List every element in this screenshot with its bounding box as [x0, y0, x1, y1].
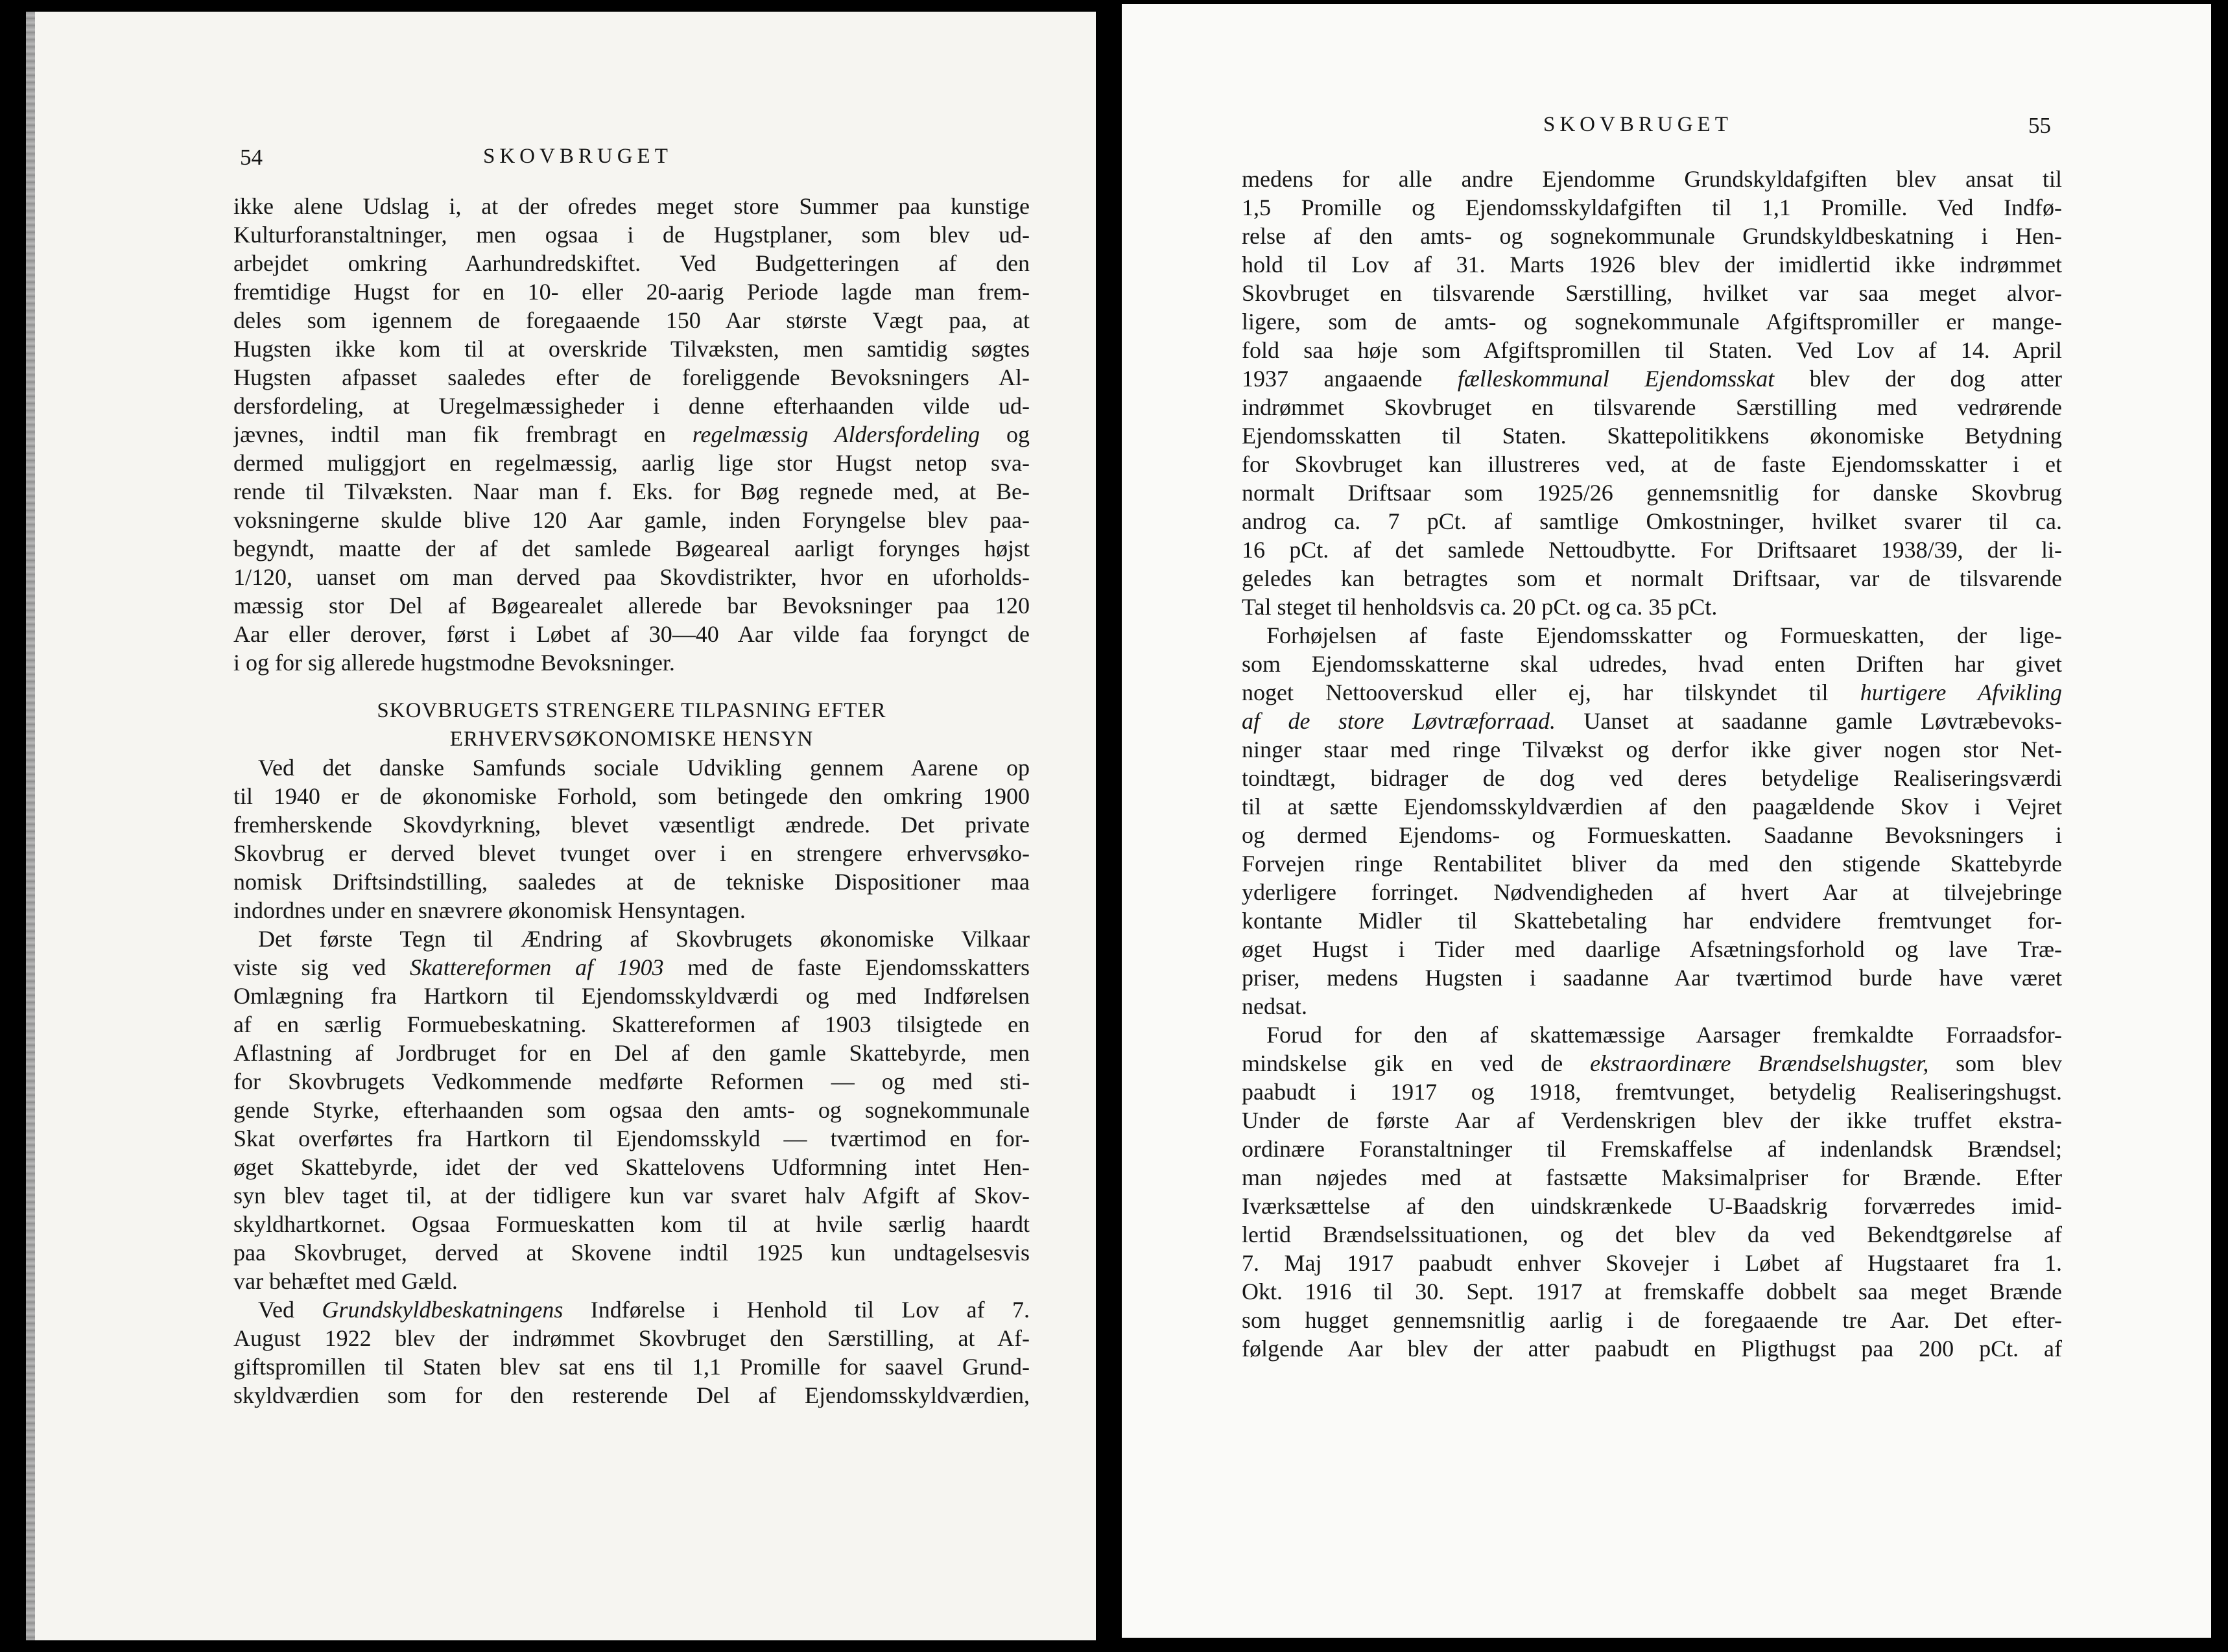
text-line: nomisk Driftsindstilling, saaledes at de tekniske Dispositioner maa	[233, 869, 1030, 895]
italic-term: Grundskyldbeskatningens	[322, 1297, 563, 1323]
left-page	[26, 12, 1096, 1640]
text-segment: som blev	[1928, 1050, 2062, 1076]
text-line: medens for alle andre Ejendomme Grundskyldafgiften blev ansat til	[1242, 166, 2062, 192]
text-line: øget Hugst i Tider med daarlige Afsætningsforhold og lave Træ-	[1242, 936, 2062, 962]
text-line: ninger staar med ringe Tilvækst og derfor ikke giver nogen stor Net-	[1242, 737, 2062, 762]
text-line	[1242, 707, 2062, 735]
text-line: paa Skovbruget, derved at Skovene indtil 1925 kun undtagelsesvis	[233, 1240, 1030, 1266]
text-line: skyldværdien som for den resterende Del af Ejendomsskyldværdien,	[233, 1382, 1030, 1408]
body-text	[1242, 165, 2062, 1363]
text-line: Ejendomsskatten til Staten. Skattepolitikkens økonomiske Betydning	[1242, 423, 2062, 449]
text-line	[233, 420, 1030, 449]
text-line: Det første Tegn til Ændring af Skovbrugets økonomiske Vilkaar	[258, 926, 1030, 952]
text-segment: noget Nettooverskud eller ej, har tilskyndet til	[1242, 679, 1860, 705]
text-line: androg ca. 7 pCt. af samtlige Omkostninger, hvilket svarer til ca.	[1242, 508, 2062, 534]
text-line: Forhøjelsen af faste Ejendomsskatter og Formueskatten, der lige-	[1266, 622, 2062, 648]
text-line	[1242, 678, 2062, 707]
text-line: var behæftet med Gæld.	[233, 1268, 458, 1294]
text-line	[1242, 1049, 2062, 1078]
text-line: for Skovbruget kan illustreres ved, at de faste Ejendomsskatter i et	[1242, 451, 2062, 477]
text-line: til 1940 er de økonomiske Forhold, som betingede den omkring 1900	[233, 783, 1030, 809]
text-line: som Ejendomsskatterne skal udredes, hvad enten Driften har givet	[1242, 651, 2062, 677]
text-line: og dermed Ejendoms- og Formueskatten. Saadanne Bevoksningers i	[1242, 822, 2062, 848]
italic-term: af de store Løvtræforraad.	[1242, 708, 1556, 734]
text-line: fold saa høje som Afgiftspromillen til Staten. Ved Lov af 14. April	[1242, 337, 2062, 363]
text-line: hold til Lov af 31. Marts 1926 blev der imidlertid ikke indrømmet	[1242, 252, 2062, 277]
text-line: syn blev taget til, at der tidligere kun var svaret halv Afgift af Skov-	[233, 1183, 1030, 1209]
text-line: priser, medens Hugsten i saadanne Aar tværtimod burde have været	[1242, 965, 2062, 991]
text-line: gende Styrke, efterhaanden som ogsaa den amts- og sognekommunale	[233, 1097, 1030, 1123]
italic-term: ekstraordinære Brændselshugster,	[1590, 1050, 1929, 1076]
section-heading: SKOVBRUGETS STRENGERE TILPASNING EFTER	[377, 699, 886, 722]
italic-term: hurtigere Afvikling	[1860, 679, 2062, 705]
text-line: deles som igennem de foregaaende 150 Aar største Vægt paa, at	[233, 307, 1030, 333]
text-line: giftspromillen til Staten blev sat ens til 1,1 Promille for saavel Grund-	[233, 1354, 1030, 1380]
text-line: Aar eller derover, først i Løbet af 30—40 Aar vilde faa foryngct de	[233, 621, 1030, 647]
text-line: fremtidige Hugst for en 10- eller 20-aarig Periode lagde man frem-	[233, 279, 1030, 305]
text-line: øget Skattebyrde, idet der ved Skattelovens Udformning intet Hen-	[233, 1154, 1030, 1180]
text-segment: Indførelse i Henhold til Lov af 7.	[563, 1297, 1030, 1323]
text-line: geledes kan betragtes som et normalt Driftsaar, var de tilsvarende	[1242, 565, 2062, 591]
text-line	[233, 1295, 1030, 1324]
text-segment: 1937 angaaende	[1242, 366, 1458, 392]
text-line: følgende Aar blev der atter paabudt en Pligthugst paa 200 pCt. af	[1242, 1336, 2062, 1362]
text-line: Hugsten afpasset saaledes efter de foreliggende Bevoksningers Al-	[233, 364, 1030, 390]
text-segment: blev der dog atter	[1774, 366, 2062, 392]
text-line: 7. Maj 1917 paabudt enhver Skovejer i Løbet af Hugstaaret fra 1.	[1242, 1250, 2062, 1276]
text-line: voksningerne skulde blive 120 Aar gamle, inden Foryngelse blev paa-	[233, 507, 1030, 533]
running-head: SKOVBRUGET	[483, 145, 672, 168]
text-line: indrømmet Skovbruget en tilsvarende Særstilling med vedrørende	[1242, 394, 2062, 420]
text-line: ligere, som de amts- og sognekommunale Afgiftspromiller er mange-	[1242, 309, 2062, 335]
text-line: ordinære Foranstaltninger til Fremskaffelse af indenlandsk Brændsel;	[1242, 1136, 2062, 1162]
text-line: Ved det danske Samfunds sociale Udvikling gennem Aarene op	[258, 755, 1030, 781]
text-line: 1/120, uanset om man derved paa Skovdistrikter, hvor en uforholds-	[233, 564, 1030, 590]
text-line: Skat overførtes fra Hartkorn til Ejendomsskyld — tværtimod en for-	[233, 1126, 1030, 1151]
text-segment: mindskelse gik en ved de	[1242, 1050, 1591, 1076]
text-line: ikke alene Udslag i, at der ofredes meget store Summer paa kunstige	[233, 193, 1030, 219]
page-number: 55	[2028, 113, 2051, 138]
text-line: Under de første Aar af Verdenskrigen blev der ikke truffet ekstra-	[1242, 1107, 2062, 1133]
text-line: i og for sig allerede hugstmodne Bevoksninger.	[233, 650, 675, 676]
text-line: indordnes under en snævrere økonomisk Hensyntagen.	[233, 897, 746, 923]
text-line: lertid Brændselssituationen, og det blev da ved Bekendtgørelse af	[1242, 1221, 2062, 1247]
running-head: SKOVBRUGET	[1543, 113, 1733, 136]
text-line: Aflastning af Jordbruget for en Del af den gamle Skattebyrde, men	[233, 1040, 1030, 1066]
text-line: kontante Midler til Skattebetaling har endvidere fremtvunget for-	[1242, 908, 2062, 934]
text-line: arbejdet omkring Aarhundredskiftet. Ved Budgetteringen af den	[233, 250, 1030, 276]
italic-term: Skattereformen af 1903	[409, 954, 664, 980]
text-line: dermed muliggjort en regelmæssig, aarlig lige stor Hugst netop sva-	[233, 450, 1030, 476]
text-segment: Uanset at saadanne gamle Løvtræbevoks-	[1556, 708, 2062, 734]
text-line: Tal steget til henholdsvis ca. 20 pCt. og ca. 35 pCt.	[1242, 594, 1718, 620]
text-line	[1242, 364, 2062, 393]
text-line: Hugsten ikke kom til at overskride Tilvæksten, men samtidig søgtes	[233, 336, 1030, 362]
text-line: Forud for den af skattemæssige Aarsager fremkaldte Forraadsfor-	[1266, 1022, 2062, 1048]
text-line: Forvejen ringe Rentabilitet bliver da med den stigende Skattebyrde	[1242, 851, 2062, 877]
text-line: til at sætte Ejendomsskyldværdien af den paagældende Skov i Vejret	[1242, 794, 2062, 820]
text-line: dersfordeling, at Uregelmæssigheder i denne efterhaanden vilde ud-	[233, 393, 1030, 419]
text-line: 1,5 Promille og Ejendomsskyldafgiften til 1,1 Promille. Ved Indfø-	[1242, 195, 2062, 220]
text-line: for Skovbrugets Vedkommende medførte Reformen — og med sti-	[233, 1068, 1030, 1094]
text-line: paabudt i 1917 og 1918, fremtvunget, betydelig Realiseringshugst.	[1242, 1079, 2062, 1105]
text-line	[233, 953, 1030, 982]
text-line: Skovbrug er derved blevet tvunget over i en strengere erhvervsøko-	[233, 840, 1030, 866]
text-segment: viste sig ved	[233, 954, 410, 980]
text-line: 16 pCt. af det samlede Nettoudbytte. For Driftsaaret 1938/39, der li-	[1242, 537, 2062, 563]
text-line: Okt. 1916 til 30. Sept. 1917 at fremskaffe dobbelt saa meget Brænde	[1242, 1279, 2062, 1304]
text-segment: og	[980, 421, 1030, 447]
text-line: skyldhartkornet. Ogsaa Formueskatten kom til at hvile særlig haardt	[233, 1211, 1030, 1237]
text-segment: Ved	[258, 1297, 322, 1323]
text-line: man nøjedes med at fastsætte Maksimalpriser for Brænde. Efter	[1242, 1164, 2062, 1190]
text-segment: jævnes, indtil man fik frembragt en	[233, 421, 693, 447]
page-number: 54	[240, 145, 263, 170]
book-page-edges	[26, 12, 35, 1640]
text-line: Iværksættelse af den uindskrænkede U-Baadskrig forværredes imid-	[1242, 1193, 2062, 1219]
text-line: relse af den amts- og sognekommunale Grundskyldbeskatning i Hen-	[1242, 223, 2062, 249]
text-line: August 1922 blev der indrømmet Skovbruget den Særstilling, at Af-	[233, 1325, 1030, 1351]
italic-term: regelmæssig Aldersfordeling	[692, 421, 980, 447]
text-line: rende til Tilvæksten. Naar man f. Eks. for Bøg regnede med, at Be-	[233, 478, 1030, 504]
text-segment: med de faste Ejendomsskatters	[663, 954, 1030, 980]
text-line: yderligere forringet. Nødvendigheden af hvert Aar at tilvejebringe	[1242, 879, 2062, 905]
text-line: toindtægt, bidrager de dog ved deres betydelige Realiseringsværdi	[1242, 765, 2062, 791]
text-line: Skovbruget en tilsvarende Særstilling, hvilket var saa meget alvor-	[1242, 280, 2062, 306]
text-line: af en særlig Formuebeskatning. Skattereformen af 1903 tilsigtede en	[233, 1011, 1030, 1037]
text-line: begyndt, maatte der af det samlede Bøgeareal aarligt forynges højst	[233, 536, 1030, 561]
right-page	[1122, 4, 2211, 1638]
italic-term: fælleskommunal Ejendomsskat	[1457, 366, 1775, 392]
text-line: nedsat.	[1242, 993, 1307, 1019]
text-line: normalt Driftsaar som 1925/26 gennemsnitlig for danske Skovbrug	[1242, 480, 2062, 506]
text-line: Omlægning fra Hartkorn til Ejendomsskyldværdi og med Indførelsen	[233, 983, 1030, 1009]
section-heading: ERHVERVSØKONOMISKE HENSYN	[449, 727, 814, 751]
body-text	[233, 192, 1030, 1410]
text-line: Kulturforanstaltninger, men ogsaa i de Hugstplaner, som blev ud-	[233, 222, 1030, 248]
text-line: fremherskende Skovdyrkning, blevet væsentligt ændrede. Det private	[233, 812, 1030, 838]
text-line: mæssig stor Del af Bøgearealet allerede bar Bevoksninger paa 120	[233, 593, 1030, 619]
text-line: som hugget gennemsnitlig aarlig i de foregaaende tre Aar. Det efter-	[1242, 1307, 2062, 1333]
